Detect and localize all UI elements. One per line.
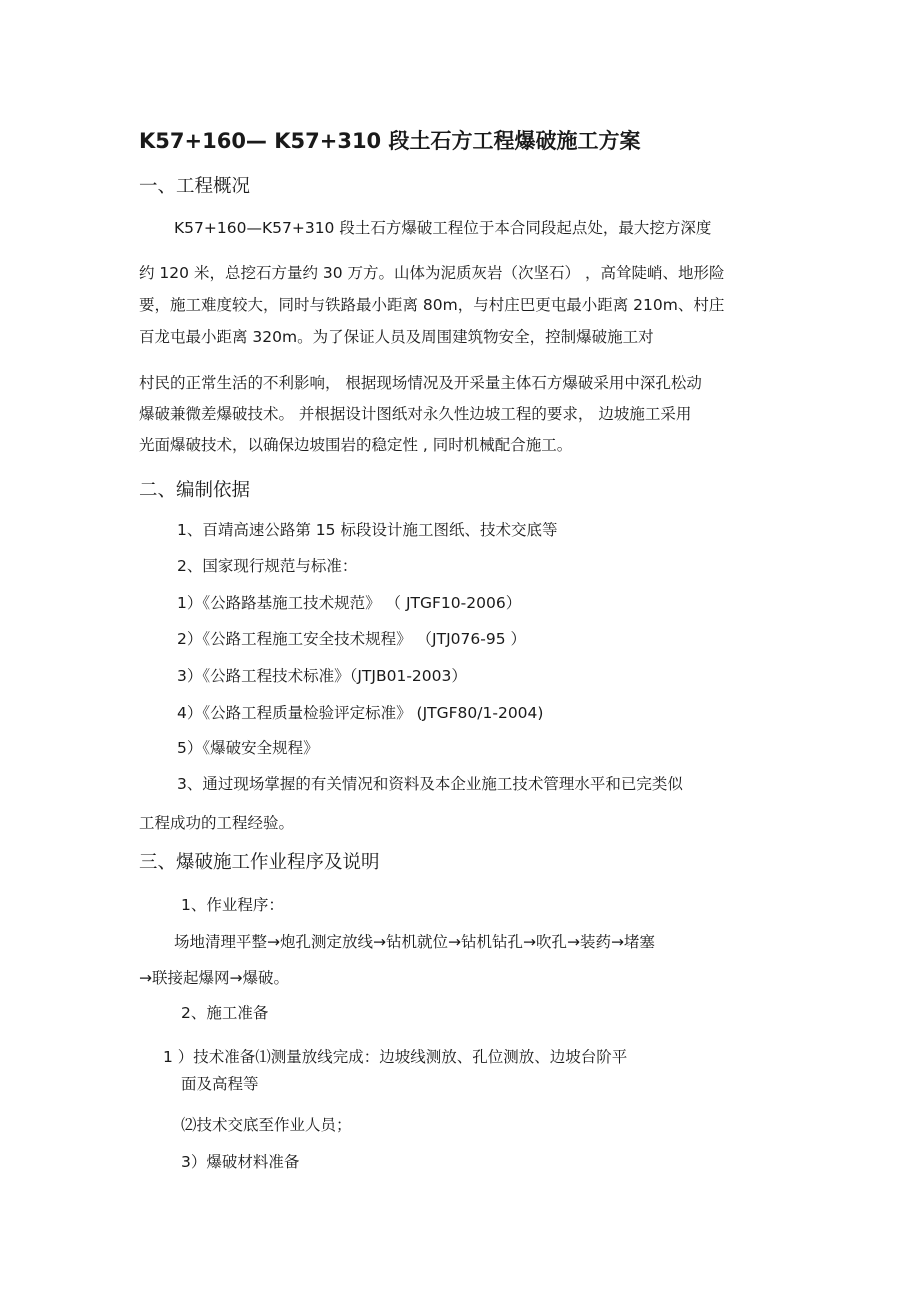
paragraph-line: 面及高程等 [181,1075,259,1093]
list-item: 1、百靖高速公路第 15 标段设计施工图纸、技术交底等 [177,521,558,539]
list-item: 1、作业程序： [181,896,284,914]
paragraph-line: →联接起爆网→爆破。 [139,969,289,987]
section-heading-overview: 一、工程概况 [139,176,251,197]
list-item: 3）爆破材料准备 [181,1153,300,1171]
paragraph-line: 百龙屯最小距离 320m。为了保证人员及周围建筑物安全，控制爆破施工对 [139,328,654,346]
list-item: 2）《公路工程施工安全技术规程》 （JTJ076-95 ） [177,630,526,648]
section-heading-basis: 二、编制依据 [139,480,251,501]
list-item: 3、通过现场掌握的有关情况和资料及本企业施工技术管理水平和已完类似 [177,775,683,793]
paragraph-line: 工程成功的工程经验。 [139,814,295,832]
document-title: K57+160— K57+310 段土石方工程爆破施工方案 [139,129,641,153]
paragraph-line: 约 120 米，总挖石方量约 30 万方。山体为泥质灰岩（次坚石） ，高耸陡峭、地形险 [139,264,725,282]
paragraph-line: 村民的正常生活的不利影响， 根据现场情况及开采量主体石方爆破采用中深孔松动 [139,374,702,392]
section-heading-procedure: 三、爆破施工作业程序及说明 [139,852,380,873]
list-item: ⑵技术交底至作业人员； [181,1116,352,1134]
paragraph-line: 场地清理平整→炮孔测定放线→钻机就位→钻机钻孔→吹孔→装药→堵塞 [174,933,655,951]
paragraph-line: 要，施工难度较大，同时与铁路最小距离 80m，与村庄巴更屯最小距离 210m、村庄 [139,296,725,314]
list-item: 3）《公路工程技术标准》（JTJB01-2003） [177,667,467,685]
list-item: 1 ）技术准备⑴测量放线完成：边坡线测放、孔位测放、边坡台阶平 [163,1048,628,1066]
paragraph-line: 光面爆破技术，以确保边坡围岩的稳定性 , 同时机械配合施工。 [139,436,573,454]
list-item: 5）《爆破安全规程》 [177,739,319,757]
paragraph-line: K57+160—K57+310 段土石方爆破工程位于本合同段起点处，最大挖方深度 [174,219,712,237]
list-item: 2、国家现行规范与标准： [177,557,358,575]
list-item: 2、施工准备 [181,1004,269,1022]
paragraph-line: 爆破兼微差爆破技术。 并根据设计图纸对永久性边坡工程的要求， 边坡施工采用 [139,405,692,423]
list-item: 1）《公路路基施工技术规范》 （ JTGF10-2006） [177,594,522,612]
list-item: 4）《公路工程质量检验评定标准》 (JTGF80/1-2004) [177,704,544,722]
